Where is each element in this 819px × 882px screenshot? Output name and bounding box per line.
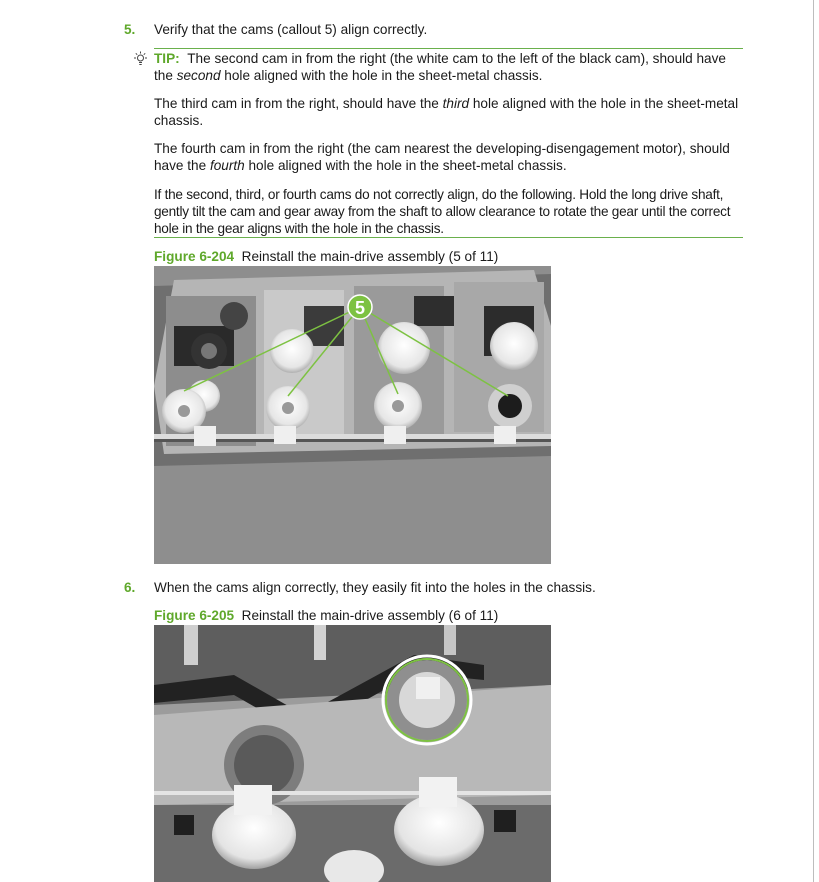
- tip-p2-a: The third cam in from the right, should have the: [154, 96, 443, 111]
- figure-205-caption: [154, 607, 498, 624]
- page-edge-rule: [813, 0, 814, 882]
- step-6-text: When the cams align correctly, they easily fit into the holes in the chassis.: [154, 580, 596, 595]
- figure-204-caption-text: Reinstall the main-drive assembly (5 of 11): [241, 249, 499, 264]
- figure-204-caption: [154, 248, 498, 265]
- lightbulb-icon: [133, 51, 148, 66]
- step-5-number: 5.: [124, 22, 136, 37]
- figure-205-label: Figure 6-205: [154, 608, 235, 623]
- figure-204-callout: 5: [354, 298, 366, 318]
- tip-p3-em: fourth: [209, 158, 245, 173]
- step-5-text: Verify that the cams (callout 5) align correctly.: [154, 22, 428, 37]
- figure-205-photo: [154, 625, 551, 882]
- tip-paragraph-4: [154, 186, 746, 237]
- figure-205-caption-text: Reinstall the main-drive assembly (6 of 11): [241, 608, 499, 623]
- tip-label: TIP:: [154, 51, 180, 66]
- tip-p2-b: hole aligned with the hole in the sheet-metal chassis.: [154, 96, 739, 128]
- tip-p3-b: hole aligned with the hole in the sheet-metal chassis.: [244, 158, 567, 173]
- tip-p1-em: second: [176, 68, 221, 83]
- tip-paragraph-2: [154, 95, 746, 129]
- tip-paragraph-3: [154, 140, 746, 174]
- tip-p2-em: third: [442, 96, 470, 111]
- tip-p3-a: The fourth cam in from the right (the cam nearest the developing-disengagement motor), should have the: [154, 141, 730, 173]
- tip-p1-b: hole aligned with the hole in the sheet-metal chassis.: [220, 68, 543, 83]
- figure-204-photo: [154, 266, 551, 564]
- figure-204-label: Figure 6-204: [154, 249, 235, 264]
- tip-p4: If the second, third, or fourth cams do not correctly align, do the following. Hold the long drive shaft, gently tilt the cam and gear away from the shaft to allow clearance to rotate the gear until the correct hole in the gear aligns with the hole in the chassis.: [154, 187, 731, 236]
- tip-p1-a: The second cam in from the right (the white cam to the left of the black cam), should have the: [154, 51, 726, 83]
- step-6-number: 6.: [124, 580, 136, 595]
- tip-paragraph-1: [154, 50, 746, 84]
